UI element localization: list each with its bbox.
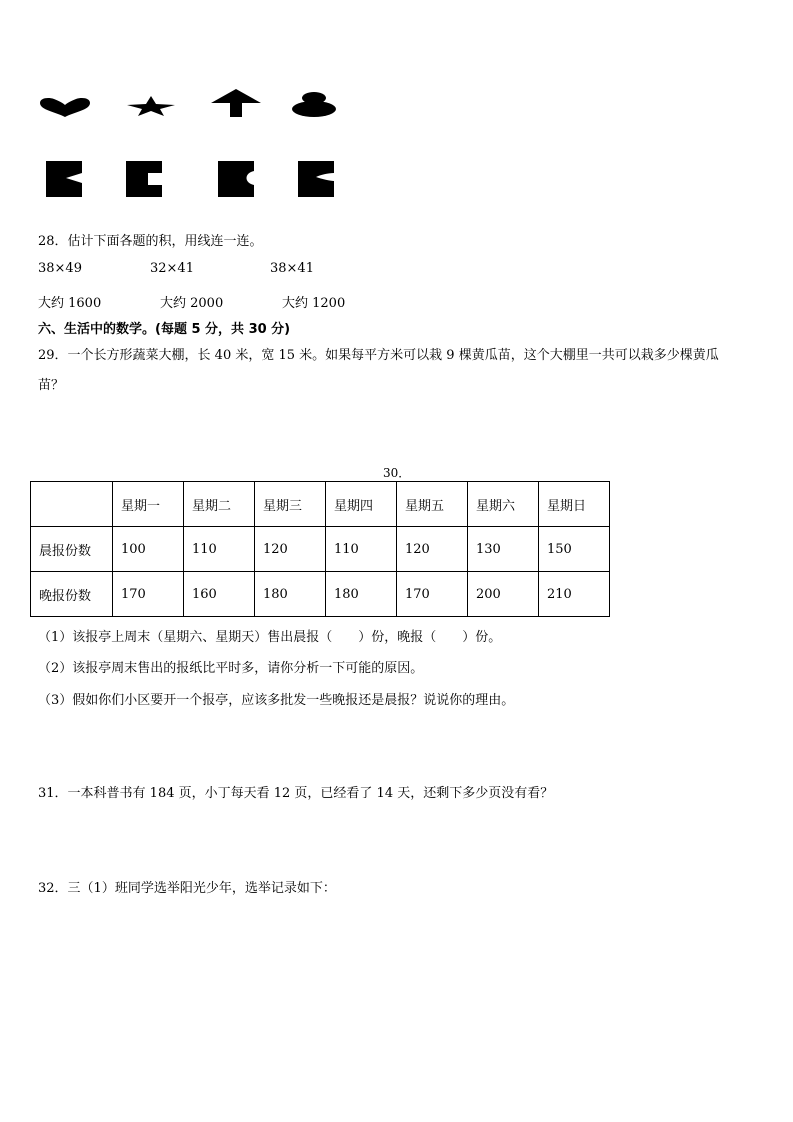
q28-title: 28．估计下面各题的积，用线连一连。 [38, 234, 263, 249]
q30-sub3: （3）假如你们小区要开一个报亭，应该多批发一些晚报还是晨报？说说你的理由。 [38, 693, 515, 708]
block-notch-1-icon [46, 161, 82, 197]
table-cell: 130 [468, 527, 539, 572]
table-header-cell [31, 482, 113, 527]
block-notch-2-icon [126, 161, 162, 197]
table-header-row [31, 482, 610, 527]
star-icon [126, 95, 176, 117]
table-cell: 100 [113, 527, 184, 572]
table-cell: 110 [326, 527, 397, 572]
q28-expression: 38×41 [270, 261, 314, 276]
q30-sub2: （2）该报亭周末售出的报纸比平时多，请你分析一下可能的原因。 [38, 661, 424, 676]
table-header-cell: 星期三 [255, 482, 326, 527]
block-notch-3-icon [218, 161, 254, 197]
heart-icon [38, 96, 92, 118]
table-header-cell: 星期四 [326, 482, 397, 527]
table-header-cell: 星期一 [113, 482, 184, 527]
q28-estimate: 大约 1200 [282, 296, 346, 311]
table-header-cell: 星期二 [184, 482, 255, 527]
q28-expression: 38×49 [38, 261, 82, 276]
table-cell: 120 [255, 527, 326, 572]
table-cell: 170 [113, 572, 184, 617]
q31-text: 31．一本科普书有 184 页，小丁每天看 12 页，已经看了 14 天，还剩下多少页没有看？ [38, 786, 554, 801]
q30-number: 30． [383, 466, 411, 480]
table-cell: 210 [539, 572, 610, 617]
table-cell: 200 [468, 572, 539, 617]
snowman-icon [291, 92, 337, 118]
q29-line1: 29．一个长方形蔬菜大棚，长 40 米，宽 15 米。如果每平方米可以栽 9 棵黄瓜苗，这个大棚里一共可以栽多少棵黄瓜 [38, 348, 719, 363]
table-cell: 180 [255, 572, 326, 617]
arrow-up-icon [210, 88, 262, 118]
table-cell: 160 [184, 572, 255, 617]
table-row-label: 晚报份数 [31, 572, 113, 617]
q28-estimate: 大约 1600 [38, 296, 102, 311]
q30-sub1: （1）该报亭上周末（星期六、星期天）售出晨报（ ）份，晚报（ ）份。 [38, 630, 502, 645]
block-notch-4-icon [298, 161, 334, 197]
q32-text: 32．三（1）班同学选举阳光少年，选举记录如下： [38, 881, 336, 896]
table-header-cell: 星期日 [539, 482, 610, 527]
q28-expression: 32×41 [150, 261, 194, 276]
table-cell: 180 [326, 572, 397, 617]
table-row [31, 572, 610, 617]
table-cell: 110 [184, 527, 255, 572]
table-row [31, 527, 610, 572]
table-cell: 170 [397, 572, 468, 617]
section-heading: 六、生活中的数学。(每题 5 分，共 30 分) [38, 322, 291, 337]
table-cell: 150 [539, 527, 610, 572]
table-row-label: 晨报份数 [31, 527, 113, 572]
table-header-cell: 星期五 [397, 482, 468, 527]
q28-estimate: 大约 2000 [160, 296, 224, 311]
newspaper-sales-table [30, 481, 610, 617]
table-cell: 120 [397, 527, 468, 572]
q29-line2: 苗？ [38, 378, 65, 393]
table-header-cell: 星期六 [468, 482, 539, 527]
